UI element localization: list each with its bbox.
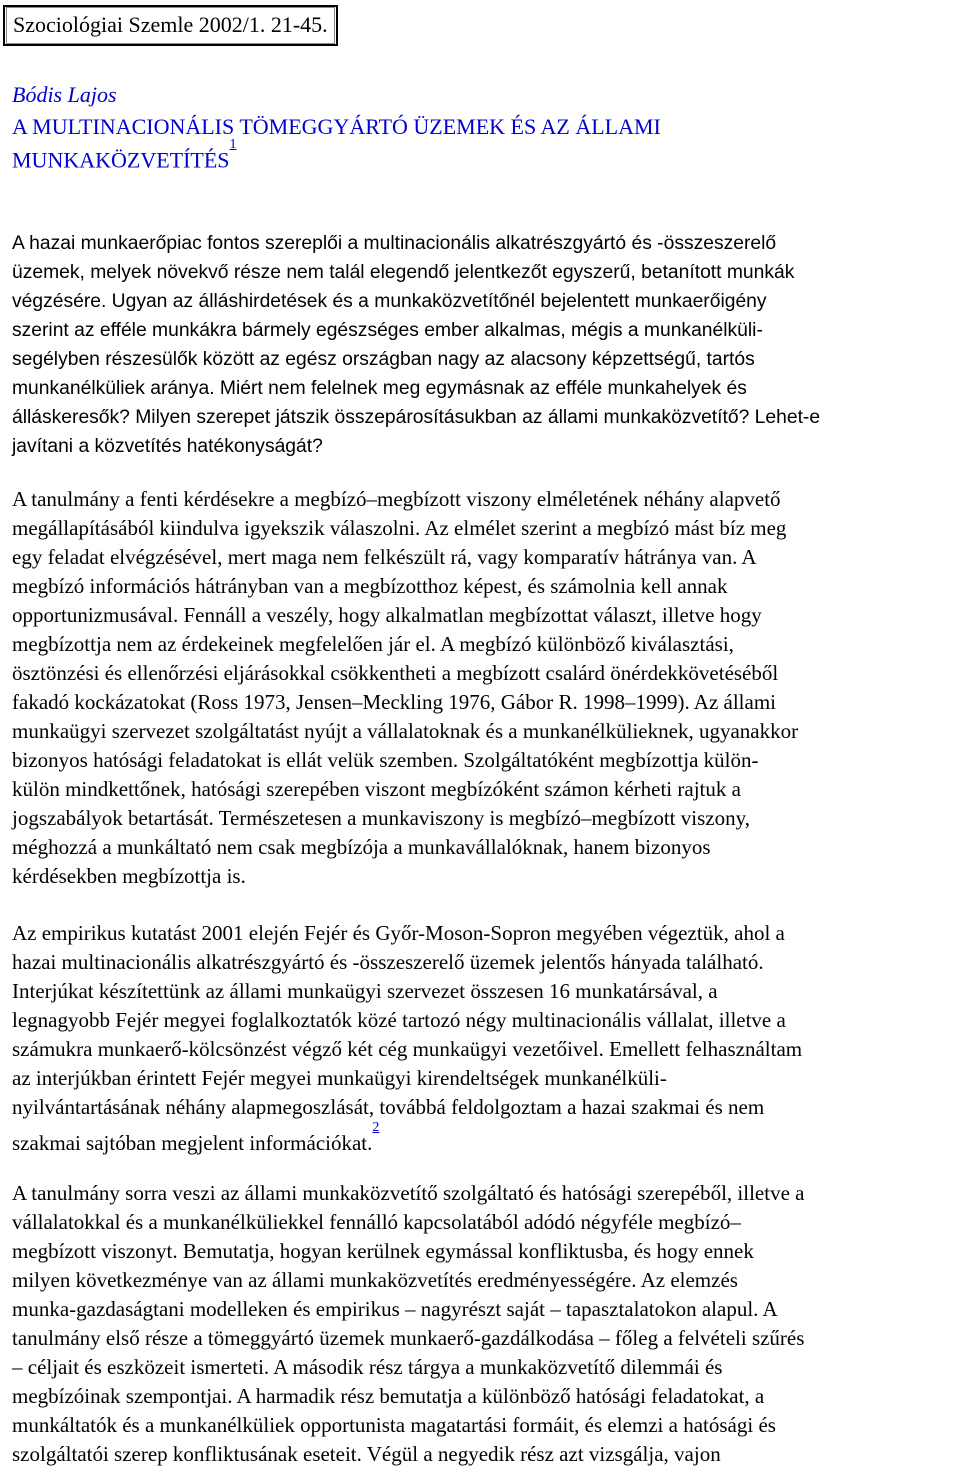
text-line: munka-gazdaságtani modelleken és empirikus – nagyrészt saját – tapasztalatokon alapul. A (12, 1297, 778, 1321)
text-line: tanulmány első része a tömeggyártó üzemek munkaerő-gazdálkodása – főleg a felvételi szűrés (12, 1326, 805, 1350)
paragraph-1 (12, 485, 954, 891)
text-line: számukra munkaerő-kölcsönzést végző két cég munkaügyi vezetőivel. Emellett felhasználtam (12, 1037, 803, 1061)
text-line: javítani a közvetítés hatékonyságát? (12, 436, 323, 457)
text-line: munkaügyi szervezet szolgáltatást nyújt a vállalatoknak és a munkanélkülieknek, ugyanakkor (12, 719, 799, 743)
text-line: egy feladat elvégzésével, mert maga nem felkészült rá, vagy komparatív hátránya van. A (12, 545, 757, 569)
text-line-content: szakmai sajtóban megjelent információkat. (12, 1131, 373, 1155)
title-line (12, 137, 932, 173)
text-line: kérdésekben megbízottja is. (12, 864, 246, 888)
text-line: megbízott viszonyt. Bemutatja, hogyan kerülnek egymással konfliktusba, és hogy ennek (12, 1239, 754, 1263)
text-line: opportunizmusával. Fennáll a veszély, hogy alkalmatlan megbízottat választ, illetve hogy (12, 603, 762, 627)
text-line: A tanulmány sorra veszi az állami munkaközvetítő szolgáltató és hatósági szerepéből, illetve a (12, 1181, 805, 1205)
paragraph-3 (12, 1179, 954, 1469)
citation-box (3, 5, 338, 46)
text-line: ösztönzési és ellenőrzési eljárásokkal csökkentheti a megbízott csalárd önérdekkövetéséből (12, 661, 779, 685)
text-line: az interjúkban érintett Fejér megyei munkaügyi kirendeltségek munkanélküli- (12, 1066, 667, 1090)
text-line: Interjúkat készítettünk az állami munkaügyi szervezet összesen 16 munkatársával, a (12, 979, 718, 1003)
article-author: Bódis Lajos (12, 82, 117, 107)
text-line: vállalatokkal és a munkanélküliekkel fennálló kapcsolatából adódó négyféle megbízó– (12, 1210, 741, 1234)
text-line: megállapításából kiindulva igyekszik válaszolni. Az elmélet szerint a megbízó mást bíz meg (12, 516, 787, 540)
text-line: megbízóinak szempontjai. A harmadik rész bemutatja a különböző hatósági feladatokat, a (12, 1384, 765, 1408)
footnote-link-2[interactable]: 2 (372, 1120, 380, 1135)
text-line: méghozzá a munkáltató nem csak megbízója a munkavállalóknak, hanem bizonyos (12, 835, 711, 859)
text-line: munkáltatók és a munkanélküliek opportunista magatartási formáit, és elemzi a hatósági és (12, 1413, 776, 1437)
paragraph-2 (12, 919, 954, 1158)
text-line: munkanélküliek aránya. Miért nem felelnek meg egymásnak az efféle munkahelyek és (12, 378, 747, 399)
text-line: üzemek, melyek növekvő része nem talál elegendő jelentkezőt egyszerű, betanított munkák (12, 262, 795, 283)
text-line: végzésére. Ugyan az álláshirdetések és a munkaközvetítőnél bejelentett munkaerőigény (12, 291, 767, 312)
text-line: A tanulmány a fenti kérdésekre a megbízó–megbízott viszony elméletének néhány alapvető (12, 487, 781, 511)
title-line: A MULTINACIONÁLIS TÖMEGGYÁRTÓ ÜZEMEK ÉS AZ ÁLLAMI (12, 114, 661, 139)
text-line: – céljait és eszközeit ismerteti. A második rész tárgya a munkaközvetítő dilemmái és (12, 1355, 723, 1379)
text-line: szolgáltatói szerep konfliktusának eseteit. Végül a negyedik rész azt vizsgálja, vajon (12, 1442, 721, 1466)
footnote-link-1[interactable]: 1 (229, 137, 237, 152)
text-line: nyilvántartásának néhány alapmegoszlását, továbbá feldolgoztam a hazai szakmai és nem (12, 1095, 765, 1119)
text-line: jogszabályok betartását. Természetesen a munkaviszony is megbízó–megbízott viszony, (12, 806, 750, 830)
text-line: megbízó információs hátrányban van a megbízotthoz képest, és számolnia kell annak (12, 574, 728, 598)
abstract (12, 229, 954, 461)
text-line: milyen következménye van az állami munkaközvetítés eredményességére. Az elemzés (12, 1268, 738, 1292)
text-line: segélyben részesülők között az egész országban nagy az alacsony képzettségű, tartós (12, 349, 755, 370)
text-line: megbízottja nem az érdekeinek megfelelően jár el. A megbízó különböző kiválasztási, (12, 632, 734, 656)
text-line: szerint az efféle munkákra bármely egészséges ember alkalmas, mégis a munkanélküli- (12, 320, 763, 341)
title-line-text: MUNKAKÖZVETÍTÉS (12, 147, 230, 173)
text-line: legnagyobb Fejér megyei foglalkoztatók közé tartozó négy multinacionális vállalat, illetve a (12, 1008, 786, 1032)
text-line: hazai multinacionális alkatrészgyártó és -összeszerelő üzemek jelentős hányada található. (12, 950, 764, 974)
text-line: álláskeresők? Milyen szerepet játszik összepárosításukban az állami munkaközvetítő? Lehet-e (12, 407, 821, 428)
text-line (12, 1122, 954, 1158)
journal-citation: Szociológiai Szemle 2002/1. 21-45. (6, 7, 335, 44)
text-line: A hazai munkaerőpiac fontos szereplői a multinacionális alkatrészgyártó és -összeszerelő (12, 233, 777, 254)
text-line: fakadó kockázatokat (Ross 1973, Jensen–Meckling 1976, Gábor R. 1998–1999). Az állami (12, 690, 777, 714)
text-line: Az empirikus kutatást 2001 elején Fejér és Győr-Moson-Sopron megyében végeztük, ahol a (12, 921, 785, 945)
article-title (12, 113, 932, 173)
text-line: külön mindkettőnek, hatósági szerepében viszont megbízóként számon kérheti rajtuk a (12, 777, 741, 801)
text-line: bizonyos hatósági feladatokat is ellát velük szemben. Szolgáltatóként megbízottja külön- (12, 748, 759, 772)
